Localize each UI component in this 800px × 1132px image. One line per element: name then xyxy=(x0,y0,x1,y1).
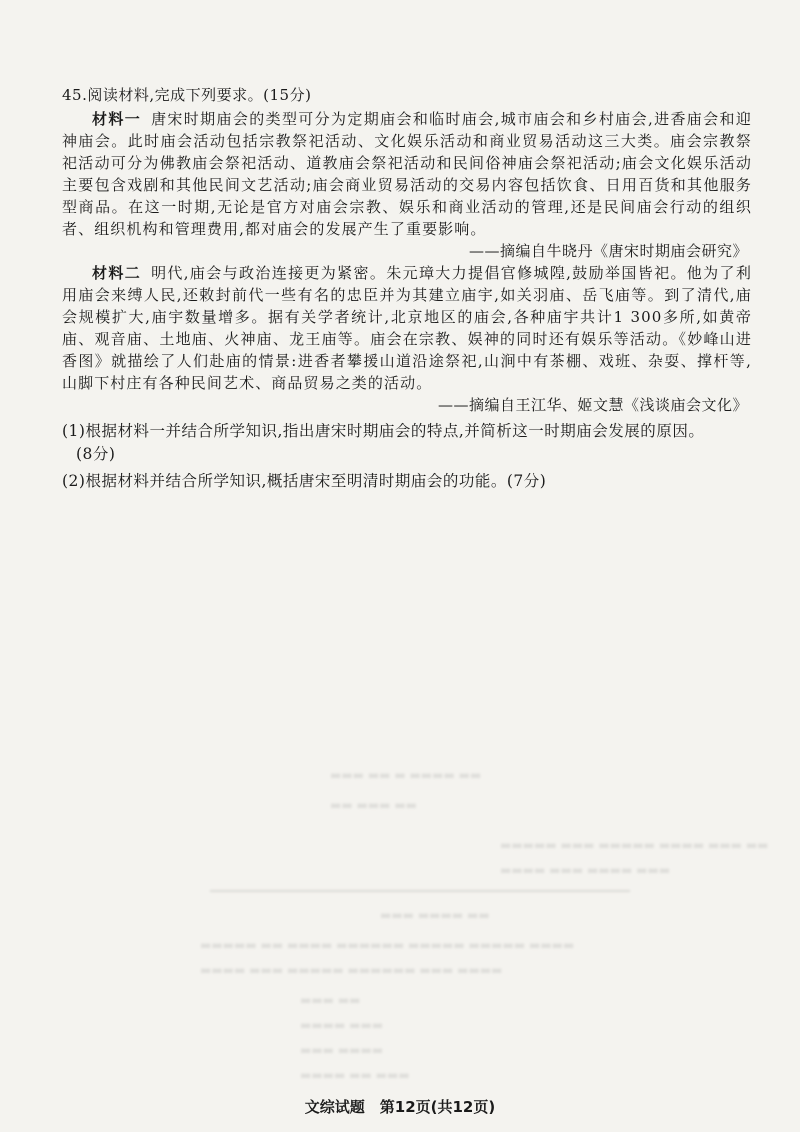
page-footer: 文综试题 第12页(共12页) xyxy=(304,1098,496,1116)
sub-question-2: (2)根据材料并结合所学知识,概括唐宋至明清时期庙会的功能。(7分) xyxy=(62,472,547,490)
material-1-text: 唐宋时期庙会的类型可分为定期庙会和临时庙会,城市庙会和乡村庙会,进香庙会和迎神庙会。此时庙会活动包括宗教祭祀活动、文化娱乐活动和商业贸易活动这三大类。庙会宗教祭祀活动可分为佛教庙会祭祀活动、道教庙会祭祀活动和民间俗神庙会祭祀活动;庙会文化娱乐活动主要包含戏剧和其他民间文艺活动;庙会商业贸易活动的交易内容包括饮食、日用百货和其他服务型商品。在这一时期,无论是官方对庙会宗教、娱乐和商业活动的管理,还是民间庙会行动的组织者、组织机构和管理费用,都对庙会的发展产生了重要影响。 xyxy=(62,110,752,238)
question-45 xyxy=(62,84,752,493)
sub-question-1-score: (8分) xyxy=(76,445,116,463)
material-2-label: 材料二 xyxy=(92,264,142,282)
question-header: 45.阅读材料,完成下列要求。(15分) xyxy=(62,86,312,104)
material-2-text: 明代,庙会与政治连接更为紧密。朱元璋大力提倡官修城隍,鼓励举国皆祀。他为了利用庙会来缚人民,还敕封前代一些有名的忠臣并为其建立庙宇,如关羽庙、岳飞庙等。到了清代,庙会规模扩大,庙宇数量增多。据有关学者统计,北京地区的庙会,各种庙宇共计1 300多所,如黄帝庙、观音庙、土地庙、火神庙、龙王庙等。庙会在宗教、娱神的同时还有娱乐等活动。《妙峰山进香图》就描绘了人们赴庙的情景:进香者攀援山道沿途祭祀,山涧中有茶棚、戏班、杂耍、撑杆等,山脚下村庄有各种民间艺术、商品贸易之类的活动。 xyxy=(62,264,752,392)
material-2-source: ——摘编自王江华、姬文慧《浅谈庙会文化》 xyxy=(437,396,748,414)
material-1 xyxy=(62,108,752,240)
sub-question-1 xyxy=(62,420,752,466)
material-1-label: 材料一 xyxy=(92,110,142,128)
material-2 xyxy=(62,262,752,394)
bleed-through-texture: ▬▬▬ ▬▬ ▬ ▬▬▬▬ ▬▬ ▬▬ ▬▬▬ ▬▬ ▬▬▬▬▬ ▬▬▬ ▬▬▬▬▬ ▬▬▬▬ ▬▬▬ ▬▬ ▬▬▬▬ ▬▬▬ ▬▬▬▬ ▬▬▬ ▬▬▬ ▬▬▬▬ ▬▬ ▬▬▬▬▬ ▬▬ ▬▬▬▬ ▬▬▬▬▬▬ ▬▬▬▬▬ ▬▬▬▬▬ ▬▬▬▬ ▬▬▬▬ ▬▬▬ ▬▬▬▬▬ ▬▬▬▬▬▬ ▬▬▬ ▬▬▬▬ ▬▬▬ ▬▬ ▬▬▬▬ ▬▬▬ ▬▬▬ ▬▬▬▬ ▬▬▬▬ ▬▬ ▬▬▬ xyxy=(200,768,769,1082)
material-1-source: ——摘编自牛晓丹《唐宋时期庙会研究》 xyxy=(468,242,748,260)
sub-question-1-text: (1)根据材料一并结合所学知识,指出唐宋时期庙会的特点,并简析这一时期庙会发展的原因。 xyxy=(62,422,705,440)
